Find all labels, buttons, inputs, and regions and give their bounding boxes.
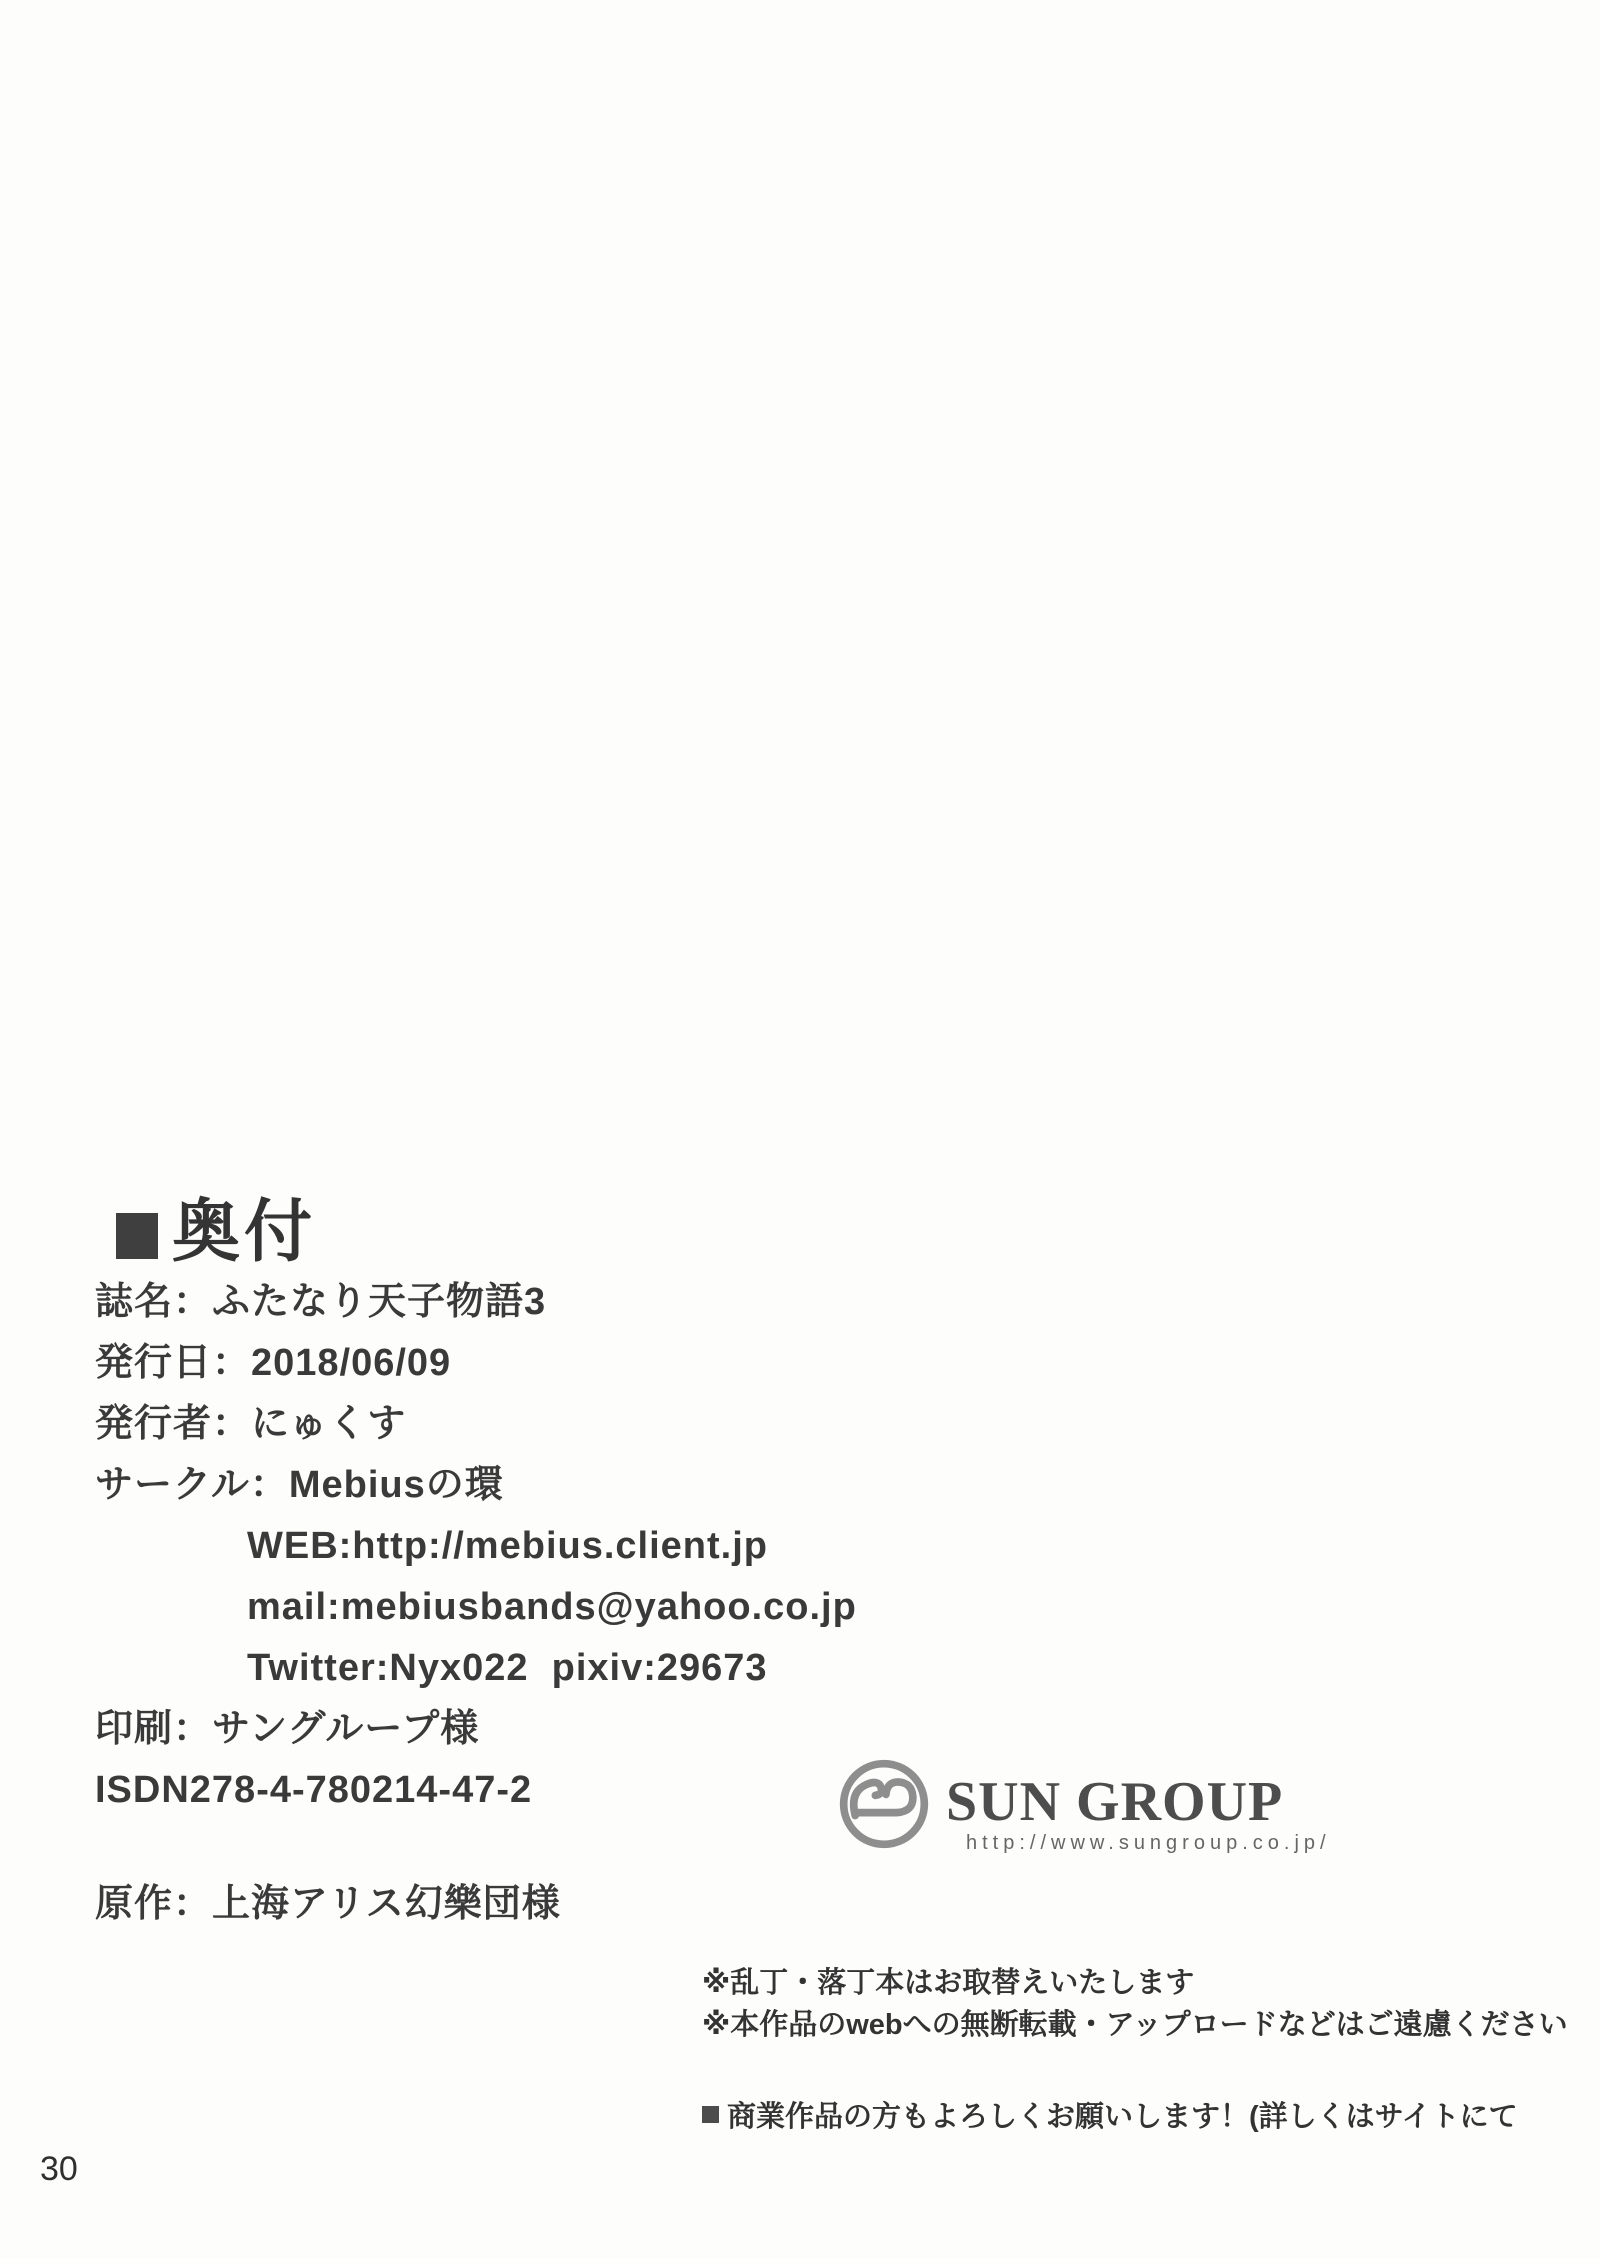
colophon-line-title-name: 誌名：ふたなり天子物語3 (95, 1281, 547, 1323)
colophon-line-circle: サークル：Mebiusの環 (95, 1464, 504, 1506)
original-work-credit: 原作：上海アリス幻樂団様 (95, 1883, 561, 1925)
colophon-title-row (116, 1178, 316, 1275)
promo-notice: 商業作品の方もよろしくお願いします！(詳しくはサイトにて (727, 2101, 1518, 2133)
colophon-line-publisher: 発行者：にゅくす (95, 1403, 407, 1445)
colophon-line-mail: mail:mebiusbands@yahoo.co.jp (247, 1586, 857, 1628)
promo-notice-row (702, 2094, 1518, 2135)
notices-block (702, 1962, 1568, 2046)
colophon-line-isdn: ISDN278-4-780214-47-2 (95, 1769, 533, 1811)
colophon-title: 奥付 (172, 1194, 317, 1270)
notice-misprint: ※乱丁・落丁本はお取替えいたします (702, 1967, 1195, 1999)
sun-group-logo (836, 1756, 1331, 1855)
colophon-line-social: Twitter:Nyx022 pixiv:29673 (247, 1647, 768, 1689)
sun-group-logo-icon (836, 1756, 932, 1852)
colophon-info-block (95, 1272, 857, 1821)
sun-group-url: http://www.sungroup.co.jp/ (966, 1832, 1331, 1854)
colophon-line-web: WEB:http://mebius.client.jp (247, 1525, 768, 1567)
notice-no-repost: ※本作品のwebへの無断転載・アップロードなどはご遠慮ください (702, 2009, 1568, 2041)
title-square-icon (116, 1213, 158, 1259)
colophon-line-publish-date: 発行日：2018/06/09 (95, 1342, 452, 1384)
page-number: 30 (40, 2150, 78, 2188)
sun-group-name: SUN GROUP (946, 1771, 1284, 1833)
sun-group-text (946, 1771, 1331, 1855)
bullet-square-icon (702, 2106, 719, 2123)
colophon-line-printer: 印刷：サングループ様 (95, 1708, 480, 1750)
